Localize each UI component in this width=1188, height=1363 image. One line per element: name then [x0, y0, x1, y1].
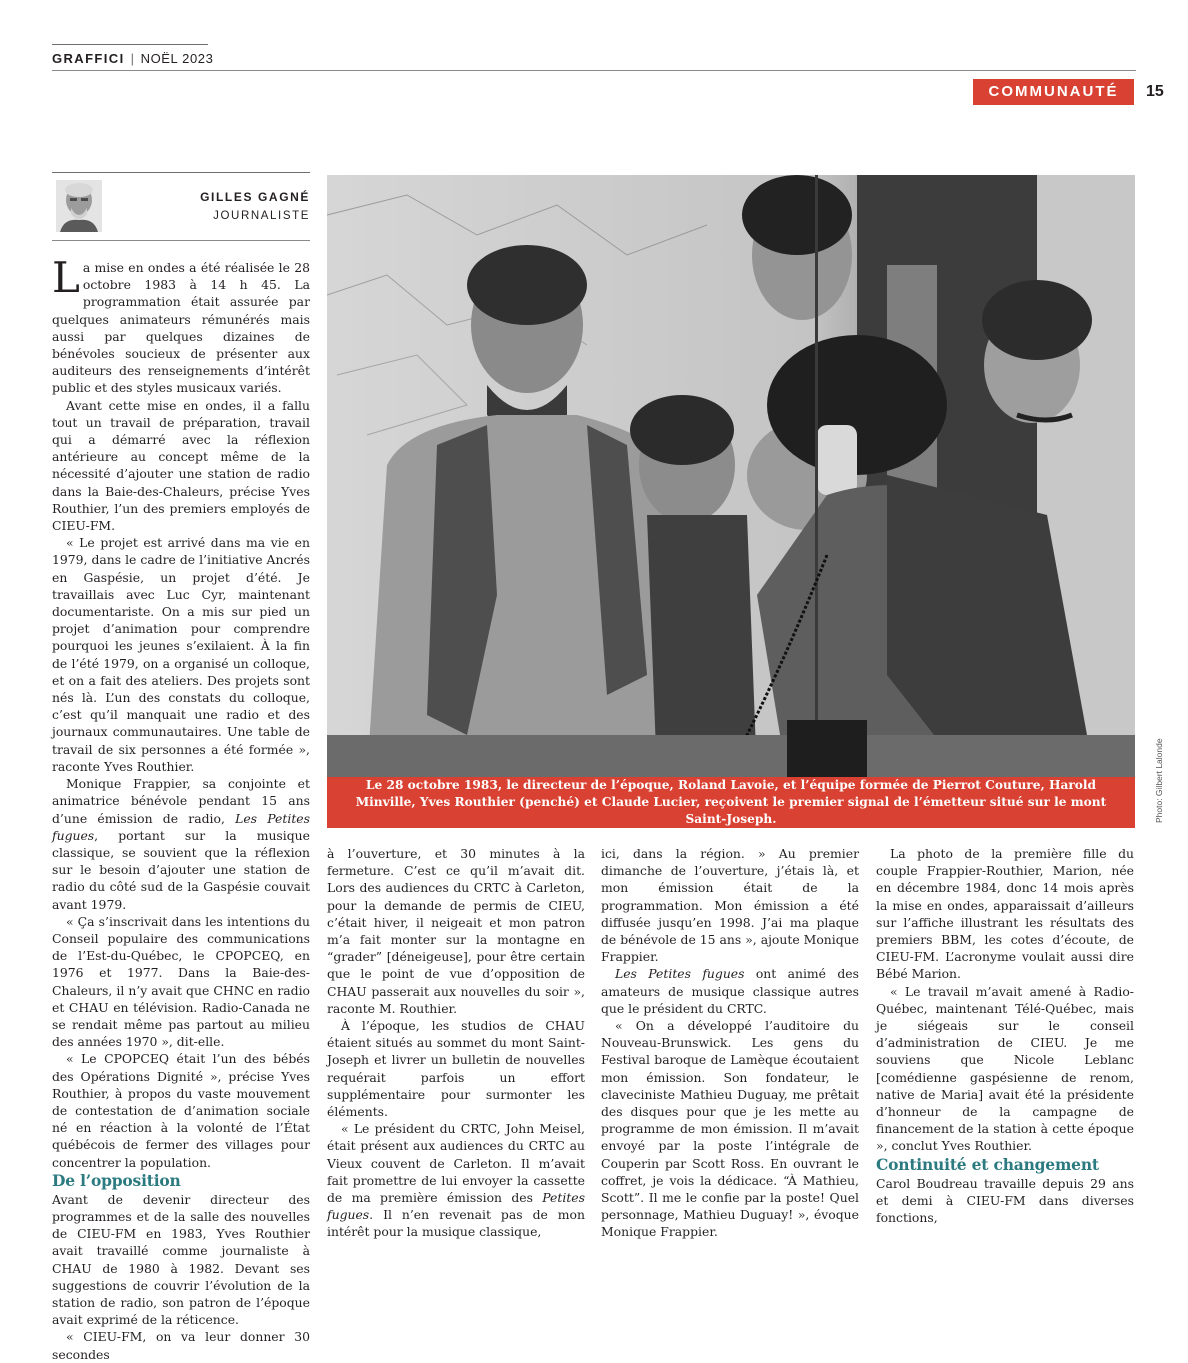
- article-paragraph: « Le président du CRTC, John Meisel, était présent aux audiences du CRTC au Vieux couvent de Carleton. Il m’avait fait promettre de lui envoyer la cassette de ma première émission des Petites fugues. Il n’en revenait pas de mon intérêt pour la musique classique,: [327, 1121, 585, 1240]
- subheading-continuite: Continuité et changement: [876, 1154, 1099, 1174]
- article-paragraph: À l’époque, les studios de CHAU étaient situés au sommet du mont Saint-Joseph et livrer un bulletin de nouvelles requérait parfois un effort supplémentaire pour surmonter les éléments.: [327, 1018, 585, 1120]
- subheading-opposition: De l’opposition: [52, 1170, 181, 1190]
- author-portrait-icon: [56, 180, 102, 232]
- article-paragraph: Avant de devenir directeur des programmes et de la salle des nouvelles de CIEU-FM en 1983, Yves Routhier avait travaillé comme journaliste à CHAU de 1980 à 1982. Devant ses suggestions de couvrir l’évolution de la station de radio, son patron de l’époque avait exprimé de la réticence.: [52, 1191, 310, 1328]
- article-paragraph: Avant cette mise en ondes, il a fallu tout un travail de préparation, travail qui a démarré avec la réflexion antérieure au concept même de la nécessité d’ajouter une station de radio dans la Baie-des-Chaleurs, précise Yves Routhier, l’un des premiers employés de CIEU-FM.: [52, 397, 310, 534]
- show-title: Les Petites fugues: [615, 966, 745, 982]
- photo-credit: Photo: Gilbert Lalonde: [1154, 738, 1164, 823]
- edition-label: NOËL 2023: [140, 51, 214, 66]
- article-paragraph: à l’ouverture, et 30 minutes à la fermeture. C’est ce qu’il m’avait dit. Lors des audiences du CRTC à Carleton, pour la demande de permis de CIEU, c’était hiver, il neigeait et mon patron m’a fait monter sur la montagne en “grader” [déneigeuse], pour être certain que le point de vue d’opposition de CHAU passerait aux nouvelles du soir », raconte M. Routhier.: [327, 846, 585, 1016]
- article-paragraph: « Le projet est arrivé dans ma vie en 1979, dans le cadre de l’initiative Ancrés en Gaspésie, un projet d’été. Je travaillais avec Luc Cyr, maintenant documentariste. On a mis sur pied un projet d’animation pour comprendre pourquoi les jeunes s’exilaient. À la fin de l’été 1979, on a organisé un colloque, et on a fait des ateliers. Des projets sont nés là. L’un des constats du colloque, c’est qu’il manquait une radio et des journaux communautaires. Une table de travail de six personnes a été formée », raconte Yves Routhier.: [52, 535, 310, 774]
- article-column-4: [876, 845, 1134, 1226]
- photo-caption-text: Le 28 octobre 1983, le directeur de l’époque, Roland Lavoie, et l’équipe formée de Pierrot Couture, Harold Minville, Yves Routhier (penché) et Claude Lucier, reçoivent le premier signal de l’émetteur situé sur le mont Saint-Joseph.: [355, 778, 1107, 826]
- masthead-separator: |: [130, 51, 135, 66]
- article-paragraph: « On a développé l’auditoire du Nouveau-Brunswick. Les gens du Festival baroque de Lamèque écoutaient mon émission. Son fondateur, le claveciniste Mathieu Duguay, me prêtait des disques pour que je les mette au programme de mon émission. Il m’avait envoyé par la poste l’intégrale de Couperin par Scott Ross. En ouvrant le coffret, je vois la dédicace. “À Mathieu, Scott”. Il me le confie par la poste! Quel personnage, Mathieu Duguay! », évoque Monique Frappier.: [601, 1018, 859, 1240]
- header-rule-long: [52, 70, 1136, 71]
- article-paragraph: La photo de la première fille du couple Frappier-Routhier, Marion, née en décembre 1984, donc 14 mois après la mise en ondes, apparaissait d’ailleurs sur l’affiche illustrant les résultats des premiers BBM, les cotes d’écoute, de CIEU-FM. L’acronyme voulait aussi dire Bébé Marion.: [876, 846, 1134, 982]
- article-paragraph: « Le CPOPCEQ était l’un des bébés des Opérations Dignité », précise Yves Routhier, à propos du vaste mouvement de contestation de d’animation sociale né en réaction à la volonté de l’État québécois de fermer des villages pour concentrer la population.: [52, 1051, 310, 1170]
- masthead: [52, 51, 213, 66]
- article-paragraph: ici, dans la région. » Au premier dimanche de l’ouverture, j’étais là, et mon émission était de la programmation. Mon émission a été diffusée jusqu’en 1998. J’ai ma plaque de bénévole de 15 ans », ajoute Monique Frappier.: [601, 846, 859, 965]
- show-title: Petites fugues: [327, 1190, 585, 1223]
- byline-rule-bottom: [52, 240, 310, 241]
- author-name: GILLES GAGNÉ: [200, 190, 310, 204]
- drop-cap: L: [52, 253, 80, 302]
- article-paragraph: Les Petites fugues ont animé des amateurs de musique classique autres que le président du CRTC.: [601, 966, 859, 1016]
- show-title: Les Petites fugues: [52, 810, 310, 843]
- byline-rule-top: [52, 172, 310, 173]
- header-rule-short: [52, 44, 208, 45]
- article-photo: [327, 175, 1135, 777]
- article-paragraph: « CIEU-FM, on va leur donner 30 secondes: [52, 1329, 310, 1362]
- article-paragraph: Carol Boudreau travaille depuis 29 ans et demi à CIEU-FM dans diverses fonctions,: [876, 1175, 1134, 1226]
- photo-radio-team-icon: [327, 175, 1135, 777]
- article-paragraph: « Ça s’inscrivait dans les intentions du Conseil populaire des communications de l’Est-du-Québec, le CPOPCEQ, en 1976 et 1977. Dans la Baie-des-Chaleurs, il n’y avait que CHNC en radio et CHAU en télévision. Radio-Canada ne se rendait même pas partout au milieu des années 1970 », dit-elle.: [52, 913, 310, 1050]
- article-paragraph: La mise en ondes a été réalisée le 28 octobre 1983 à 14 h 45. La programmation était assurée par quelques animateurs rémunérés mais aussi par quelques dizaines de bénévoles soucieux de présenter aux auditeurs des renseignements d’intérêt public et des styles musicaux variés.: [52, 253, 310, 396]
- author-role: JOURNALISTE: [213, 210, 310, 222]
- photo-caption: [327, 777, 1135, 828]
- page-number: 15: [1146, 83, 1164, 100]
- author-avatar: [56, 180, 102, 232]
- article-column-1: [52, 253, 310, 1363]
- article-column-2: [327, 845, 585, 1241]
- section-tag: COMMUNAUTÉ: [973, 79, 1134, 105]
- article-column-3: [601, 845, 859, 1241]
- article-paragraph: « Le travail m’avait amené à Radio-Québec, maintenant Télé-Québec, mais je siégeais sur le conseil d’administration de CIEU. Je me souviens que Nicole Leblanc [comédienne gaspésienne de renom, native de Maria] avait été la présidente d’honneur de la campagne de financement de la station à cette époque », conclut Yves Routhier.: [876, 983, 1134, 1154]
- publication-name: GRAFFICI: [52, 51, 125, 66]
- article-paragraph: Monique Frappier, sa conjointe et animatrice bénévole pendant 15 ans d’une émission de radio, Les Petites fugues, portant sur la musique classique, se souvient que la réflexion sur le besoin d’ajouter une station de radio du côté sud de la Gaspésie couvait avant 1979.: [52, 776, 310, 912]
